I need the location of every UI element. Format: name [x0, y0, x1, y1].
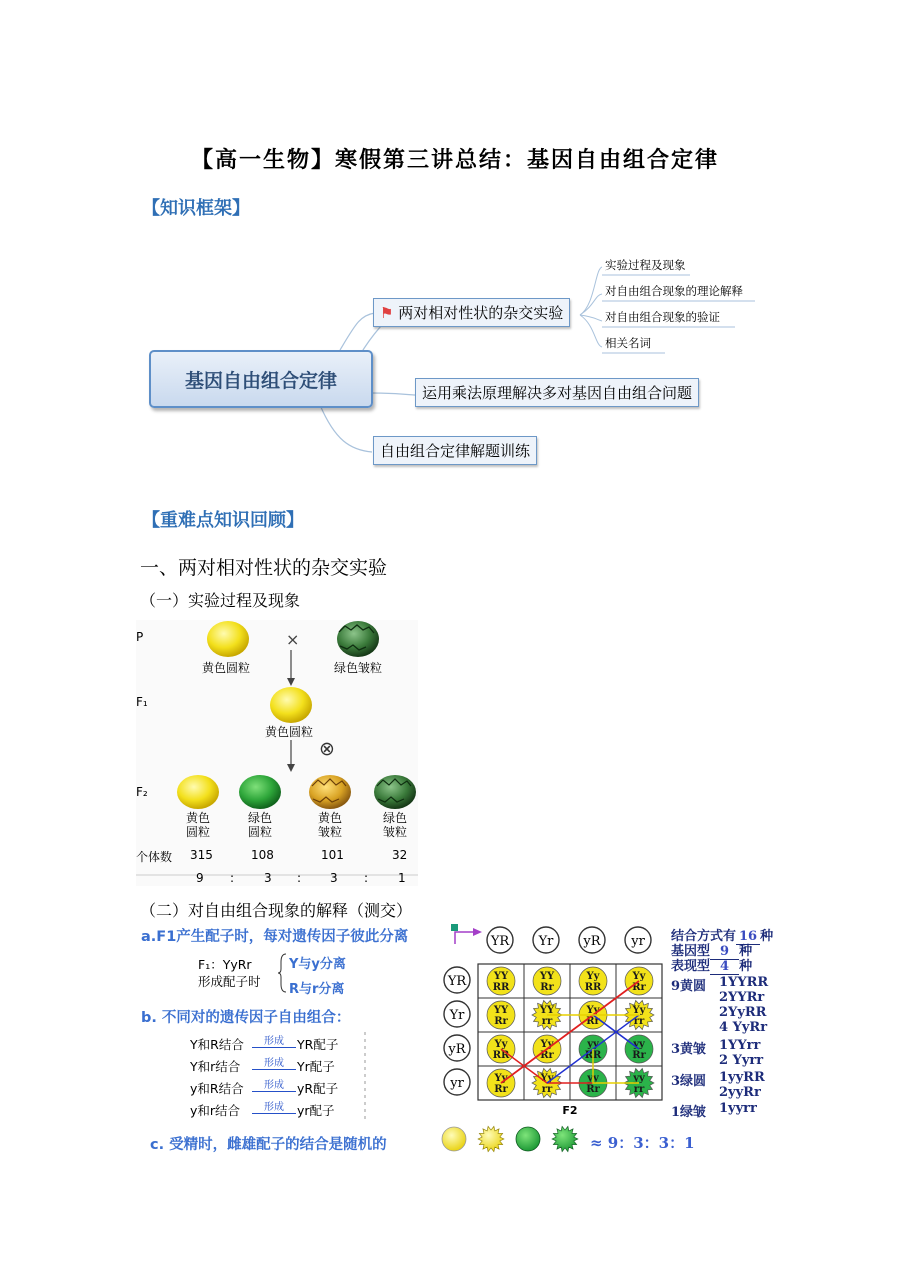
punnett-cell-bottom: Rr	[586, 1084, 600, 1095]
note-3-label: 表现型	[671, 959, 711, 974]
mindmap-leaf-1: 实验过程及现象	[605, 258, 686, 272]
combo-left-3: y和R结合	[190, 1081, 244, 1096]
punnett-cell-bottom: Rr	[494, 1084, 508, 1095]
punnett-cell-top: Yy	[540, 1073, 554, 1084]
mindmap-leaf-4: 相关名词	[605, 336, 651, 350]
combo-mid-1: 形成	[252, 1032, 296, 1048]
p-right-label: 绿色皱粒	[334, 661, 383, 675]
explain-a: a.F1产生配子时，每对遗传因子彼此分离	[141, 929, 409, 945]
punnett-cell-bottom: rr	[541, 1084, 553, 1095]
combo-right-1: YR配子	[297, 1037, 339, 1052]
gen-p: P	[136, 630, 144, 644]
group-2-item-2: 2 Yyrr	[719, 1053, 764, 1068]
cross-figure	[136, 620, 418, 886]
green-wrinkled-icon	[552, 1126, 578, 1151]
section-review: 【重难点知识回顾】	[142, 510, 304, 531]
combo-right-2: Yr配子	[297, 1059, 335, 1074]
group-2-label: 3黄皱	[671, 1042, 707, 1057]
note-1-value: 16	[736, 929, 760, 945]
group-1-item-3: 2YyRR	[719, 1005, 767, 1020]
gen-f2: F₂	[136, 785, 148, 799]
p-left-label: 黄色圆粒	[202, 661, 251, 675]
note-phenotypes	[671, 955, 752, 974]
gamete-left-label: Yr	[449, 1008, 465, 1023]
yellow-round-icon	[442, 1127, 466, 1151]
combo-right-4: yr配子	[297, 1103, 335, 1118]
punnett-cell-bottom: Rr	[586, 1016, 600, 1027]
ratio-2: 3	[264, 871, 272, 885]
count-3: 101	[321, 848, 344, 862]
gen-f1: F₁	[136, 695, 148, 709]
count-label: 个体数	[136, 850, 173, 864]
punnett-cell-top: Yy	[540, 1039, 554, 1050]
punnett-cell-top: Yy	[632, 1005, 646, 1016]
yellow-wrinkled-icon	[478, 1126, 504, 1151]
punnett-cell-top: yy	[633, 1073, 645, 1084]
punnett-cell-top: YY	[539, 971, 555, 982]
final-ratio: ≈ 9：3：3：1	[590, 1134, 695, 1152]
group-1-item-1: 1YYRR	[719, 975, 769, 990]
ratio-sep-3: :	[364, 871, 369, 885]
punnett-cell-top: YY	[493, 1005, 509, 1016]
heading-2b: （二）对自由组合现象的解释（测交）	[140, 901, 413, 920]
count-2: 108	[251, 848, 274, 862]
mindmap-root: 基因自由组合定律	[149, 350, 373, 408]
group-4-label: 1绿皱	[671, 1105, 707, 1120]
punnett-cell-bottom: Rr	[540, 1050, 554, 1061]
cross-symbol: ×	[286, 630, 300, 649]
gamete-top-label: Yr	[538, 934, 554, 949]
ratio-4: 1	[398, 871, 406, 885]
sep-r: R与r分离	[289, 982, 345, 997]
punnett-cell-bottom: Rr	[632, 982, 646, 993]
f2-label-2: 绿色 圆粒	[247, 811, 272, 839]
punnett-cell-bottom: rr	[633, 1084, 645, 1095]
gamete-top-label: yr	[631, 934, 645, 949]
heading-2a: （一）实验过程及现象	[140, 591, 301, 610]
mindmap-leaf-2: 对自由组合现象的理论解释	[605, 284, 743, 298]
heading-1: 一、两对相对性状的杂交实验	[140, 557, 388, 579]
punnett-cell-top: yy	[587, 1039, 599, 1050]
ratio-sep-2: :	[297, 871, 302, 885]
combo-left-4: y和r结合	[190, 1103, 241, 1118]
group-3-item-1: 1yyRR	[719, 1070, 765, 1085]
note-3-value: 4	[710, 959, 739, 975]
note-2-label: 基因型	[671, 944, 711, 959]
self-symbol: ⊗	[319, 738, 335, 760]
punnett-cell-bottom: rr	[541, 1016, 553, 1027]
combo-mid-3: 形成	[252, 1076, 296, 1092]
count-4: 32	[392, 848, 408, 862]
ratio-1: 9	[196, 871, 204, 885]
gamete-left-label: yR	[448, 1042, 466, 1057]
gamete-top-label: yR	[583, 934, 601, 949]
explain-b: b. 不同对的遗传因子自由组合：	[141, 1010, 351, 1026]
punnett-cell-top: Yy	[586, 1005, 600, 1016]
punnett-cell-bottom: RR	[584, 1050, 602, 1061]
punnett-cell-top: Yy	[632, 971, 646, 982]
punnett-cell-top: Yy	[586, 971, 600, 982]
group-4-item-1: 1yyrr	[719, 1101, 757, 1116]
punnett-cell-bottom: Rr	[632, 1050, 646, 1061]
punnett-cell-bottom: Rr	[540, 982, 554, 993]
dashed-divider	[362, 1032, 368, 1122]
punnett-cell-bottom: Rr	[494, 1016, 508, 1027]
note-2-value: 9	[710, 944, 739, 960]
punnett-cell-top: YY	[539, 1005, 555, 1016]
combo-left-1: Y和R结合	[190, 1037, 244, 1052]
group-1-label: 9黄圆	[671, 979, 707, 994]
f2-label-1: 黄色 圆粒	[185, 811, 210, 839]
brace-icon	[278, 952, 288, 994]
punnett-cell-top: Yy	[494, 1039, 508, 1050]
flag-icon: ⚑	[380, 304, 394, 322]
punnett-cell-top: yy	[633, 1039, 645, 1050]
punnett-square	[440, 922, 680, 1122]
explain-c: c. 受精时，雌雄配子的结合是随机的	[150, 1137, 387, 1153]
punnett-cell-bottom: RR	[492, 1050, 510, 1061]
punnett-cell-bottom: rr	[633, 1016, 645, 1027]
f2-label-4: 绿色 皱粒	[382, 811, 407, 839]
punnett-cell-bottom: RR	[584, 982, 602, 993]
mindmap-branch-1	[373, 298, 570, 327]
f1-genotype: F₁：YyRr	[198, 957, 252, 972]
combo-right-3: yR配子	[297, 1081, 339, 1096]
combo-mid-2: 形成	[252, 1054, 296, 1070]
count-1: 315	[190, 848, 213, 862]
section-framework: 【知识框架】	[142, 198, 250, 219]
gamete-left-label: yr	[450, 1076, 464, 1091]
punnett-cell-top: yy	[587, 1073, 599, 1084]
group-3-label: 3绿圆	[671, 1074, 707, 1089]
punnett-cell-top: YY	[493, 971, 509, 982]
note-3-unit: 种	[739, 959, 753, 974]
punnett-cell-top: Yy	[494, 1073, 508, 1084]
gamete-left-label: YR	[447, 974, 467, 989]
f2-label-3: 黄色 皱粒	[317, 811, 342, 839]
f1-label: 黄色圆粒	[265, 725, 314, 739]
mindmap-branch-1-label: 两对相对性状的杂交实验	[398, 304, 564, 322]
sep-y: Y与y分离	[289, 957, 346, 972]
form-gametes: 形成配子时	[198, 974, 261, 989]
mindmap-branch-3: 自由组合定律解题训练	[373, 436, 537, 465]
seed-legend	[440, 1124, 590, 1154]
punnett-cell-bottom: RR	[492, 982, 510, 993]
note-1-unit: 种	[760, 929, 774, 944]
page-title: 【高一生物】寒假第三讲总结：基因自由组合定律	[190, 147, 719, 173]
green-round-icon	[516, 1127, 540, 1151]
ratio-3: 3	[330, 871, 338, 885]
group-3-item-2: 2yyRr	[719, 1085, 761, 1100]
ratio-sep-1: :	[230, 871, 235, 885]
combo-mid-4: 形成	[252, 1098, 296, 1114]
group-1-item-2: 2YYRr	[719, 990, 765, 1005]
combo-left-2: Y和r结合	[190, 1059, 241, 1074]
gamete-top-label: YR	[490, 934, 510, 949]
group-1-item-4: 4 YyRr	[719, 1020, 768, 1035]
note-1-label: 结合方式有	[671, 929, 737, 944]
mindmap-leaf-3: 对自由组合现象的验证	[605, 310, 720, 324]
group-2-item-1: 1YYrr	[719, 1038, 761, 1053]
mindmap-branch-2: 运用乘法原理解决多对基因自由组合问题	[415, 378, 699, 407]
punnett-footer: F2	[562, 1104, 578, 1117]
note-2-unit: 种	[739, 944, 753, 959]
